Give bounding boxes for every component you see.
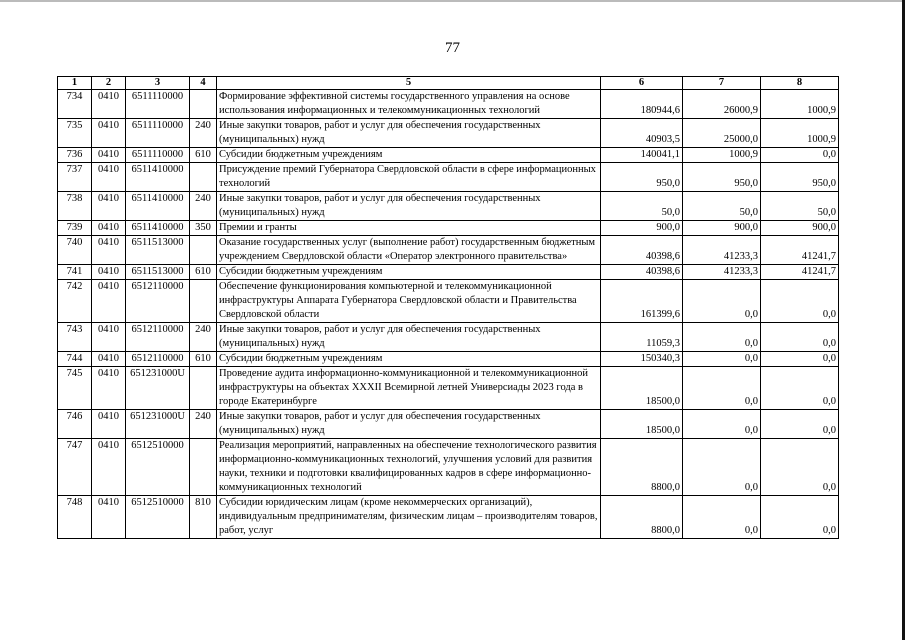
cell-row-number: 747	[58, 439, 92, 496]
table-row	[58, 323, 839, 352]
table-row	[58, 410, 839, 439]
table-row	[58, 280, 839, 323]
cell-amount-3: 0,0	[761, 439, 839, 496]
cell-row-number: 736	[58, 148, 92, 163]
cell-amount-1: 40398,6	[601, 265, 683, 280]
cell-amount-3: 50,0	[761, 192, 839, 221]
cell-section-code: 0410	[92, 221, 126, 236]
cell-row-number: 737	[58, 163, 92, 192]
cell-expense-type: 240	[190, 410, 217, 439]
cell-target-code: 6511513000	[126, 265, 190, 280]
table-row	[58, 148, 839, 163]
cell-expense-type	[190, 280, 217, 323]
cell-amount-3: 0,0	[761, 323, 839, 352]
header-col-3: 3	[126, 77, 190, 90]
header-col-1: 1	[58, 77, 92, 90]
cell-expense-type: 350	[190, 221, 217, 236]
cell-amount-3: 41241,7	[761, 236, 839, 265]
cell-row-number: 745	[58, 367, 92, 410]
cell-amount-2: 0,0	[683, 323, 761, 352]
cell-section-code: 0410	[92, 496, 126, 539]
cell-amount-1: 11059,3	[601, 323, 683, 352]
cell-amount-2: 41233,3	[683, 265, 761, 280]
cell-amount-1: 180944,6	[601, 90, 683, 119]
table-row	[58, 236, 839, 265]
cell-target-code: 651231000U	[126, 367, 190, 410]
table-row	[58, 367, 839, 410]
page-number: 77	[445, 40, 460, 56]
budget-table	[57, 76, 839, 539]
cell-amount-2: 26000,9	[683, 90, 761, 119]
cell-section-code: 0410	[92, 236, 126, 265]
cell-section-code: 0410	[92, 265, 126, 280]
cell-amount-3: 0,0	[761, 280, 839, 323]
cell-amount-3: 0,0	[761, 410, 839, 439]
cell-row-number: 739	[58, 221, 92, 236]
scan-top-edge	[0, 0, 905, 2]
cell-amount-1: 950,0	[601, 163, 683, 192]
cell-description: Иные закупки товаров, работ и услуг для обеспечения государственных (муниципальных) нужд	[217, 323, 601, 352]
cell-section-code: 0410	[92, 410, 126, 439]
cell-amount-2: 0,0	[683, 352, 761, 367]
cell-section-code: 0410	[92, 367, 126, 410]
cell-row-number: 740	[58, 236, 92, 265]
cell-expense-type: 810	[190, 496, 217, 539]
cell-expense-type: 610	[190, 148, 217, 163]
cell-description: Субсидии бюджетным учреждениям	[217, 148, 601, 163]
cell-row-number: 742	[58, 280, 92, 323]
table-row	[58, 90, 839, 119]
cell-target-code: 6512110000	[126, 280, 190, 323]
header-col-7: 7	[683, 77, 761, 90]
table-header-row	[58, 77, 839, 90]
table-row	[58, 192, 839, 221]
cell-description: Иные закупки товаров, работ и услуг для обеспечения государственных (муниципальных) нужд	[217, 192, 601, 221]
table-row	[58, 265, 839, 280]
cell-amount-3: 900,0	[761, 221, 839, 236]
cell-amount-1: 150340,3	[601, 352, 683, 367]
cell-expense-type: 240	[190, 323, 217, 352]
cell-amount-1: 900,0	[601, 221, 683, 236]
cell-description: Присуждение премий Губернатора Свердловской области в сфере информационных технологий	[217, 163, 601, 192]
cell-amount-1: 40903,5	[601, 119, 683, 148]
cell-description: Реализация мероприятий, направленных на обеспечение технологического развития информационно-коммуникационных технологий, улучшения условий для развития науки, техники и подготовки квалифицированных кадров в сфере информационно-коммуникационных технологий	[217, 439, 601, 496]
cell-amount-2: 0,0	[683, 280, 761, 323]
cell-description: Формирование эффективной системы государственного управления на основе использования информационных и телекоммуникационных технологий	[217, 90, 601, 119]
cell-expense-type: 610	[190, 265, 217, 280]
cell-amount-3: 0,0	[761, 367, 839, 410]
cell-description: Субсидии юридическим лицам (кроме некоммерческих организаций), индивидуальным предпринимателям, физическим лицам – производителям товаров, работ, услуг	[217, 496, 601, 539]
cell-target-code: 6512110000	[126, 352, 190, 367]
cell-section-code: 0410	[92, 439, 126, 496]
cell-row-number: 741	[58, 265, 92, 280]
table-row	[58, 352, 839, 367]
cell-amount-1: 140041,1	[601, 148, 683, 163]
cell-amount-1: 8800,0	[601, 439, 683, 496]
table-row	[58, 439, 839, 496]
cell-amount-2: 900,0	[683, 221, 761, 236]
cell-expense-type: 240	[190, 192, 217, 221]
cell-section-code: 0410	[92, 280, 126, 323]
cell-description: Иные закупки товаров, работ и услуг для обеспечения государственных (муниципальных) нужд	[217, 410, 601, 439]
header-col-6: 6	[601, 77, 683, 90]
cell-expense-type: 610	[190, 352, 217, 367]
cell-amount-3: 950,0	[761, 163, 839, 192]
cell-description: Обеспечение функционирования компьютерной и телекоммуникационной инфраструктуры Аппарата Губернатора Свердловской области и Правительства Свердловской области	[217, 280, 601, 323]
cell-amount-1: 8800,0	[601, 496, 683, 539]
cell-target-code: 6511410000	[126, 192, 190, 221]
cell-description: Премии и гранты	[217, 221, 601, 236]
cell-target-code: 6511110000	[126, 119, 190, 148]
cell-amount-2: 1000,9	[683, 148, 761, 163]
table-row	[58, 163, 839, 192]
cell-amount-2: 0,0	[683, 410, 761, 439]
cell-amount-3: 1000,9	[761, 119, 839, 148]
cell-expense-type	[190, 236, 217, 265]
cell-row-number: 735	[58, 119, 92, 148]
cell-target-code: 651231000U	[126, 410, 190, 439]
cell-expense-type	[190, 367, 217, 410]
cell-amount-2: 25000,0	[683, 119, 761, 148]
cell-amount-2: 50,0	[683, 192, 761, 221]
cell-section-code: 0410	[92, 119, 126, 148]
cell-expense-type	[190, 90, 217, 119]
table-row	[58, 119, 839, 148]
cell-row-number: 744	[58, 352, 92, 367]
cell-amount-3: 1000,9	[761, 90, 839, 119]
cell-amount-1: 40398,6	[601, 236, 683, 265]
cell-amount-1: 18500,0	[601, 410, 683, 439]
header-col-2: 2	[92, 77, 126, 90]
cell-amount-1: 18500,0	[601, 367, 683, 410]
cell-section-code: 0410	[92, 352, 126, 367]
cell-section-code: 0410	[92, 323, 126, 352]
cell-target-code: 6512110000	[126, 323, 190, 352]
cell-expense-type: 240	[190, 119, 217, 148]
cell-description: Проведение аудита информационно-коммуникационной и телекоммуникационной инфраструктуры на объектах XXXII Всемирной летней Универсиады 2023 года в городе Екатеринбурге	[217, 367, 601, 410]
cell-amount-2: 950,0	[683, 163, 761, 192]
cell-amount-1: 50,0	[601, 192, 683, 221]
cell-expense-type	[190, 163, 217, 192]
cell-description: Субсидии бюджетным учреждениям	[217, 352, 601, 367]
cell-target-code: 6512510000	[126, 439, 190, 496]
cell-amount-3: 0,0	[761, 352, 839, 367]
cell-row-number: 743	[58, 323, 92, 352]
cell-amount-2: 0,0	[683, 439, 761, 496]
header-col-5: 5	[217, 77, 601, 90]
cell-amount-3: 0,0	[761, 496, 839, 539]
header-col-4: 4	[190, 77, 217, 90]
cell-amount-2: 41233,3	[683, 236, 761, 265]
cell-amount-2: 0,0	[683, 496, 761, 539]
cell-amount-2: 0,0	[683, 367, 761, 410]
header-col-8: 8	[761, 77, 839, 90]
cell-target-code: 6512510000	[126, 496, 190, 539]
cell-target-code: 6511410000	[126, 163, 190, 192]
cell-target-code: 6511110000	[126, 90, 190, 119]
cell-row-number: 748	[58, 496, 92, 539]
cell-section-code: 0410	[92, 192, 126, 221]
cell-target-code: 6511410000	[126, 221, 190, 236]
cell-description: Субсидии бюджетным учреждениям	[217, 265, 601, 280]
cell-description: Оказание государственных услуг (выполнение работ) государственным бюджетным учреждением Свердловской области «Оператор электронного правительства»	[217, 236, 601, 265]
table-row	[58, 496, 839, 539]
cell-row-number: 734	[58, 90, 92, 119]
cell-amount-3: 41241,7	[761, 265, 839, 280]
cell-section-code: 0410	[92, 148, 126, 163]
cell-row-number: 746	[58, 410, 92, 439]
cell-expense-type	[190, 439, 217, 496]
cell-description: Иные закупки товаров, работ и услуг для обеспечения государственных (муниципальных) нужд	[217, 119, 601, 148]
cell-section-code: 0410	[92, 163, 126, 192]
cell-target-code: 6511513000	[126, 236, 190, 265]
cell-amount-1: 161399,6	[601, 280, 683, 323]
cell-row-number: 738	[58, 192, 92, 221]
table-row	[58, 221, 839, 236]
cell-section-code: 0410	[92, 90, 126, 119]
cell-amount-3: 0,0	[761, 148, 839, 163]
cell-target-code: 6511110000	[126, 148, 190, 163]
